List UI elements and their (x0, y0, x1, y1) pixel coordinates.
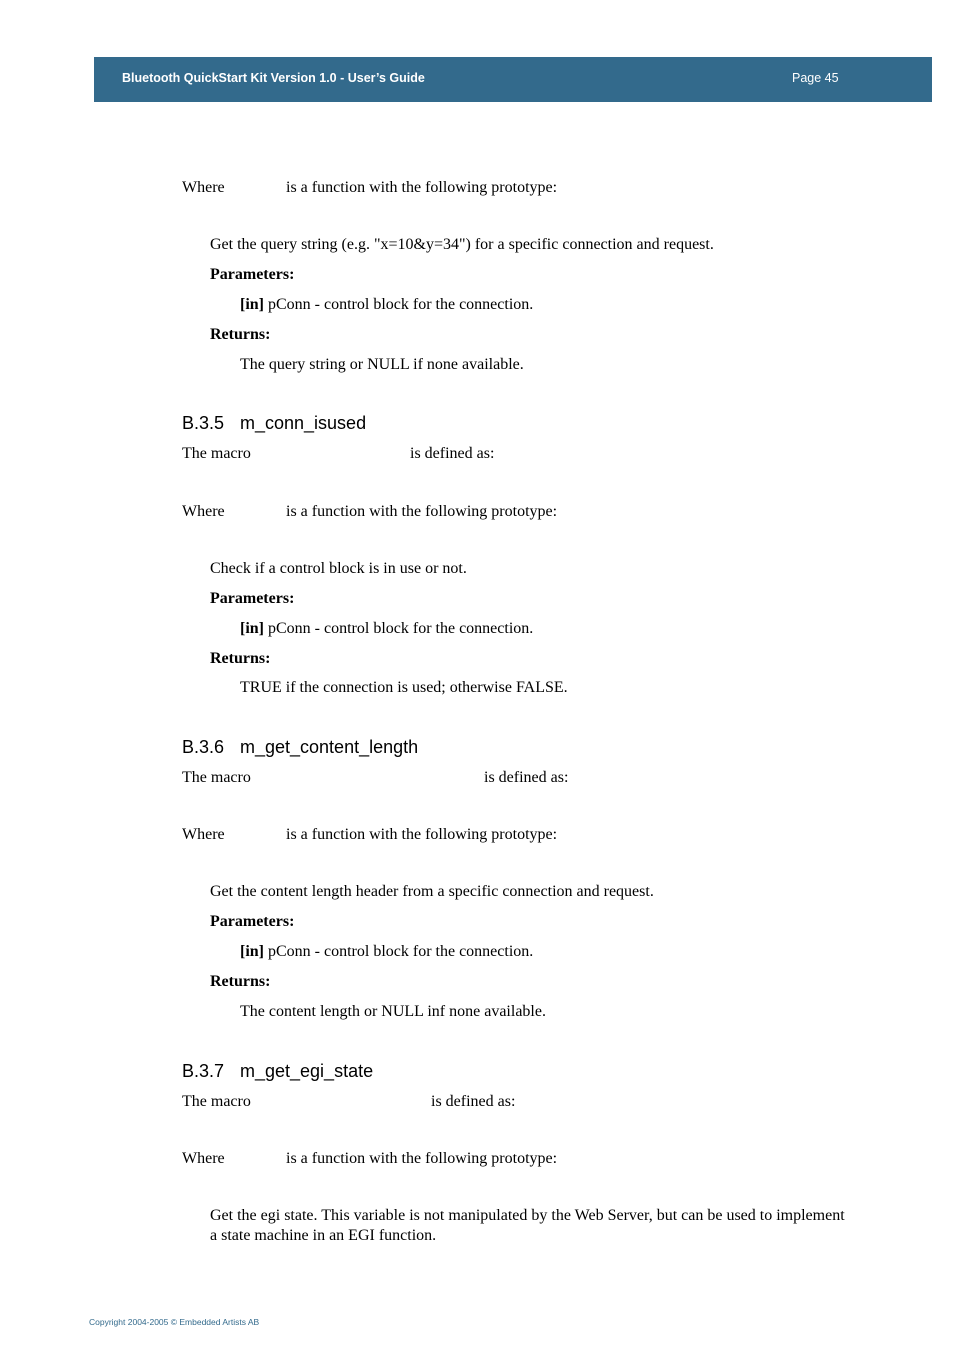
param-direction: [in] (240, 296, 264, 313)
macro-label: The macro (182, 769, 251, 786)
where-label: Where (182, 826, 225, 843)
parameters-label: Parameters: (210, 913, 295, 930)
section-heading (182, 412, 366, 434)
section-name: m_conn_isused (240, 413, 367, 433)
where-description: is a function with the following prototype: (286, 503, 558, 520)
returns-text: The content length or NULL inf none available. (240, 1003, 546, 1020)
returns-label: Returns: (210, 326, 271, 343)
macro-defined: is defined as: (410, 445, 495, 462)
returns-text: TRUE if the connection is used; otherwise FALSE. (240, 679, 568, 696)
macro-defined: is defined as: (431, 1093, 516, 1110)
section-heading (182, 1060, 373, 1082)
parameter-item (240, 942, 533, 962)
parameters-label: Parameters: (210, 266, 295, 283)
param-text: pConn - control block for the connection. (268, 943, 534, 960)
returns-label: Returns: (210, 650, 271, 667)
macro-label: The macro (182, 445, 251, 462)
where-description: is a function with the following prototype: (286, 826, 558, 843)
param-text: pConn - control block for the connection. (268, 296, 534, 313)
returns-label: Returns: (210, 973, 271, 990)
param-text: pConn - control block for the connection. (268, 620, 534, 637)
page-number: Page 45 (792, 71, 839, 85)
section-heading (182, 736, 418, 758)
param-direction: [in] (240, 620, 264, 637)
macro-label: The macro (182, 1093, 251, 1110)
function-description: Check if a control block is in use or not. (210, 560, 467, 577)
where-description: is a function with the following prototype: (286, 179, 558, 196)
section-number: B.3.6 (182, 737, 225, 757)
where-description: is a function with the following prototype: (286, 1150, 558, 1167)
page-header (94, 57, 932, 102)
document-title: Bluetooth QuickStart Kit Version 1.0 - User’s Guide (122, 71, 425, 85)
function-description: Get the query string (e.g. "x=10&y=34") for a specific connection and request. (210, 236, 714, 253)
copyright-footer: Copyright 2004-2005 © Embedded Artists AB (89, 1317, 260, 1327)
param-direction: [in] (240, 943, 264, 960)
parameters-label: Parameters: (210, 590, 295, 607)
section-name: m_get_egi_state (240, 1061, 374, 1081)
where-label: Where (182, 503, 225, 520)
macro-defined: is defined as: (484, 769, 569, 786)
section-number: B.3.7 (182, 1061, 225, 1081)
function-description: Get the egi state. This variable is not manipulated by the Web Server, but can be used to implement a state machine in an EGI function. (210, 1207, 845, 1244)
section-name: m_get_content_length (240, 737, 419, 757)
where-label: Where (182, 179, 225, 196)
parameter-item (240, 295, 533, 315)
returns-text: The query string or NULL if none available. (240, 356, 524, 373)
section-number: B.3.5 (182, 413, 225, 433)
parameter-item (240, 619, 533, 639)
where-label: Where (182, 1150, 225, 1167)
function-description: Get the content length header from a specific connection and request. (210, 883, 654, 900)
